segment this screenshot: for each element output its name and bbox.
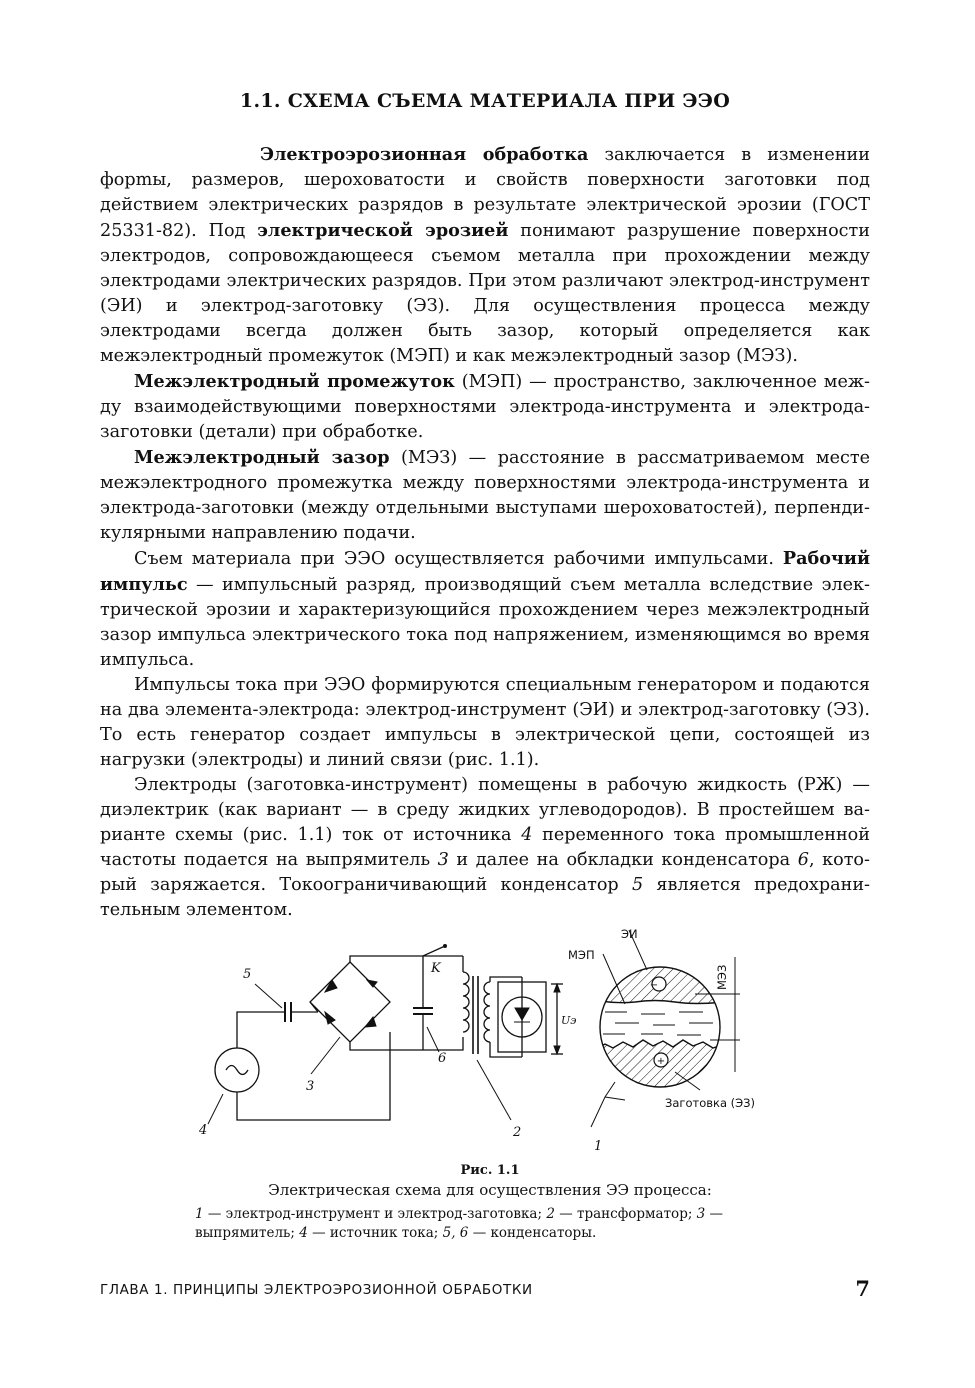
- ref-6: 6: [797, 850, 809, 870]
- legend-text: — конденсаторы.: [468, 1225, 597, 1241]
- label-1: 1: [594, 1139, 603, 1154]
- paragraph-3: [100, 445, 870, 546]
- paragraph-6-text-e: является предохранительным элементом.: [100, 875, 870, 920]
- legend-text: — выпрямитель;: [195, 1206, 724, 1241]
- label-minus: −: [649, 980, 659, 991]
- paragraph-6: [100, 773, 870, 923]
- rectifier-bridge: [310, 962, 390, 1042]
- dielectric-dashes: [603, 1012, 713, 1035]
- figure-1-1: [195, 922, 785, 1162]
- label-2: 2: [513, 1125, 522, 1140]
- paragraph-6-text-a: Электроды (заготовка-инструмент) помещены в рабочую жидкость (РЖ) — диэлектрик (как вариант — в среду жидких углеводородов). В простейшем варианте схемы (рис. 1.1) ток от источника: [100, 775, 870, 845]
- page-number: 7: [855, 1276, 870, 1301]
- legend-text: — электрод-инструмент и электрод-заготовка;: [203, 1206, 547, 1222]
- legend-text: — источник тока;: [307, 1225, 443, 1241]
- transformer-secondary: [484, 982, 490, 1042]
- label-6: 6: [438, 1051, 447, 1066]
- term-mez: Межэлектродный зазор: [134, 447, 390, 468]
- legend-num: 4: [299, 1225, 308, 1241]
- label-mez: МЭЗ: [715, 964, 729, 990]
- legend-num: 2: [546, 1206, 555, 1222]
- label-3: 3: [306, 1079, 315, 1094]
- paragraph-2-text: (МЭП) — пространство, заключенное между взаимодействующими поверхностями электрода-инструмента и электрода-заготовки (детали) при обработке.: [100, 372, 870, 442]
- ref-3: 3: [437, 850, 449, 870]
- circuit-diagram: [195, 922, 785, 1162]
- paragraph-6-text-b: переменного тока промышленной частоты подается на выпрямитель: [100, 825, 871, 870]
- legend-text: — трансформатор;: [554, 1206, 697, 1222]
- caption-legend: [195, 1205, 785, 1243]
- ref-5: 5: [631, 875, 644, 895]
- paragraph-1: [100, 142, 870, 369]
- transformer-primary: [463, 972, 469, 1032]
- page-footer: [100, 1276, 870, 1302]
- circuit-wires: [215, 946, 563, 1120]
- ref-4: 4: [521, 825, 533, 845]
- paragraph-5-text: Импульсы тока при ЭЭО формируются специальным генератором и подаются на два элемента-электрода: электрод-инструмент (ЭИ) и электрод-заготовку (ЭЗ). То есть генератор создает импульсы в электрической цепи, состоящей из нагрузки (электроды) и линий связи (рис. 1.1).: [100, 675, 870, 770]
- figure-caption: [195, 1162, 785, 1243]
- paragraph-4-text-b: — импульсный разряд, производящий съем металла вследствие электрической эрозии и характеризующийся прохождением через межэлектродный зазор импульса электрического тока под напряжением, изменяющимся во время импульса.: [100, 575, 870, 670]
- arrow-up-icon: [554, 984, 560, 992]
- paragraph-6-text-d: , который заряжается. Токоограничивающий конденсатор: [100, 850, 870, 895]
- label-4: 4: [199, 1123, 208, 1138]
- legend-num: 1: [195, 1206, 204, 1222]
- term-work-pulse: Рабочий импульс: [100, 548, 870, 595]
- paragraph-2: [100, 369, 870, 445]
- diode-icon: [367, 980, 377, 987]
- label-k: K: [431, 961, 441, 976]
- electrode-gap-detail: [208, 930, 740, 1127]
- term-mep: Межэлектродный промежуток: [134, 371, 455, 392]
- paragraph-5: [100, 673, 870, 773]
- caption-subtitle: Электрическая схема для осуществления ЭЭ процесса:: [268, 1181, 712, 1199]
- chapter-title: ГЛАВА 1. ПРИНЦИПЫ ЭЛЕКТРОЭРОЗИОННОЙ ОБРАБОТКИ: [100, 1282, 533, 1298]
- paragraph-4-text-a: Съем материала при ЭЭО осуществляется рабочими импульсами.: [134, 549, 783, 569]
- switch-k-contact: [443, 944, 447, 948]
- label-mep: МЭП: [568, 948, 595, 962]
- diode-icon: [325, 1012, 335, 1024]
- arrow-down-icon: [554, 1046, 560, 1054]
- label-5: 5: [243, 967, 252, 982]
- label-ue: Uэ: [561, 1014, 577, 1027]
- paragraph-6-text-c: и далее на обкладки конденсатора: [448, 850, 798, 870]
- section-title: 1.1. СХЕМА СЪЕМА МАТЕРИАЛА ПРИ ЭЭО: [239, 90, 731, 112]
- caption-title: Рис. 1.1: [460, 1163, 520, 1178]
- term-eeo: Электроэрозионная обработка: [260, 144, 589, 165]
- legend-num: 5, 6: [442, 1225, 469, 1241]
- body-text: [100, 142, 870, 923]
- sine-icon: [226, 1066, 248, 1075]
- paragraph-3-text: (МЭЗ) — расстояние в рассматриваемом месте межэлектродного промежутка между поверхностями электрода-инструмента и электрода-заготовки (между отдельными выступами шероховатостей), перпендикулярными направлению подачи.: [100, 448, 871, 543]
- label-plus: +: [656, 1056, 666, 1067]
- bridge-diodes: [325, 980, 560, 1054]
- paragraph-1-text-a: заключается в изменении форmы, размеров, шероховатости и свойств поверхности заготовки под действием электрических разрядов в результате электрической эрозии (ГОСТ 25331-82). Под: [100, 145, 870, 241]
- label-workpiece: Заготовка (ЭЗ): [665, 1096, 756, 1110]
- legend-num: 3: [696, 1206, 706, 1222]
- paragraph-4: [100, 546, 870, 673]
- diode-icon: [515, 1008, 529, 1020]
- term-electric-erosion: электрической эрозией: [257, 220, 509, 241]
- label-ei: ЭИ: [621, 927, 638, 941]
- paragraph-1-text-b: понимают разрушение поверхности электродов, сопровождающееся съемом металла при прохождении между электродами электрических разрядов. При этом различают электрод-инструмент (ЭИ) и электрод-заготовку (ЭЗ). Для осуществления процесса между электродами всегда должен быть зазор, который определяется как межэлектродный промежуток (МЭП) и как межэлектродный зазор (МЭЗ).: [100, 221, 870, 366]
